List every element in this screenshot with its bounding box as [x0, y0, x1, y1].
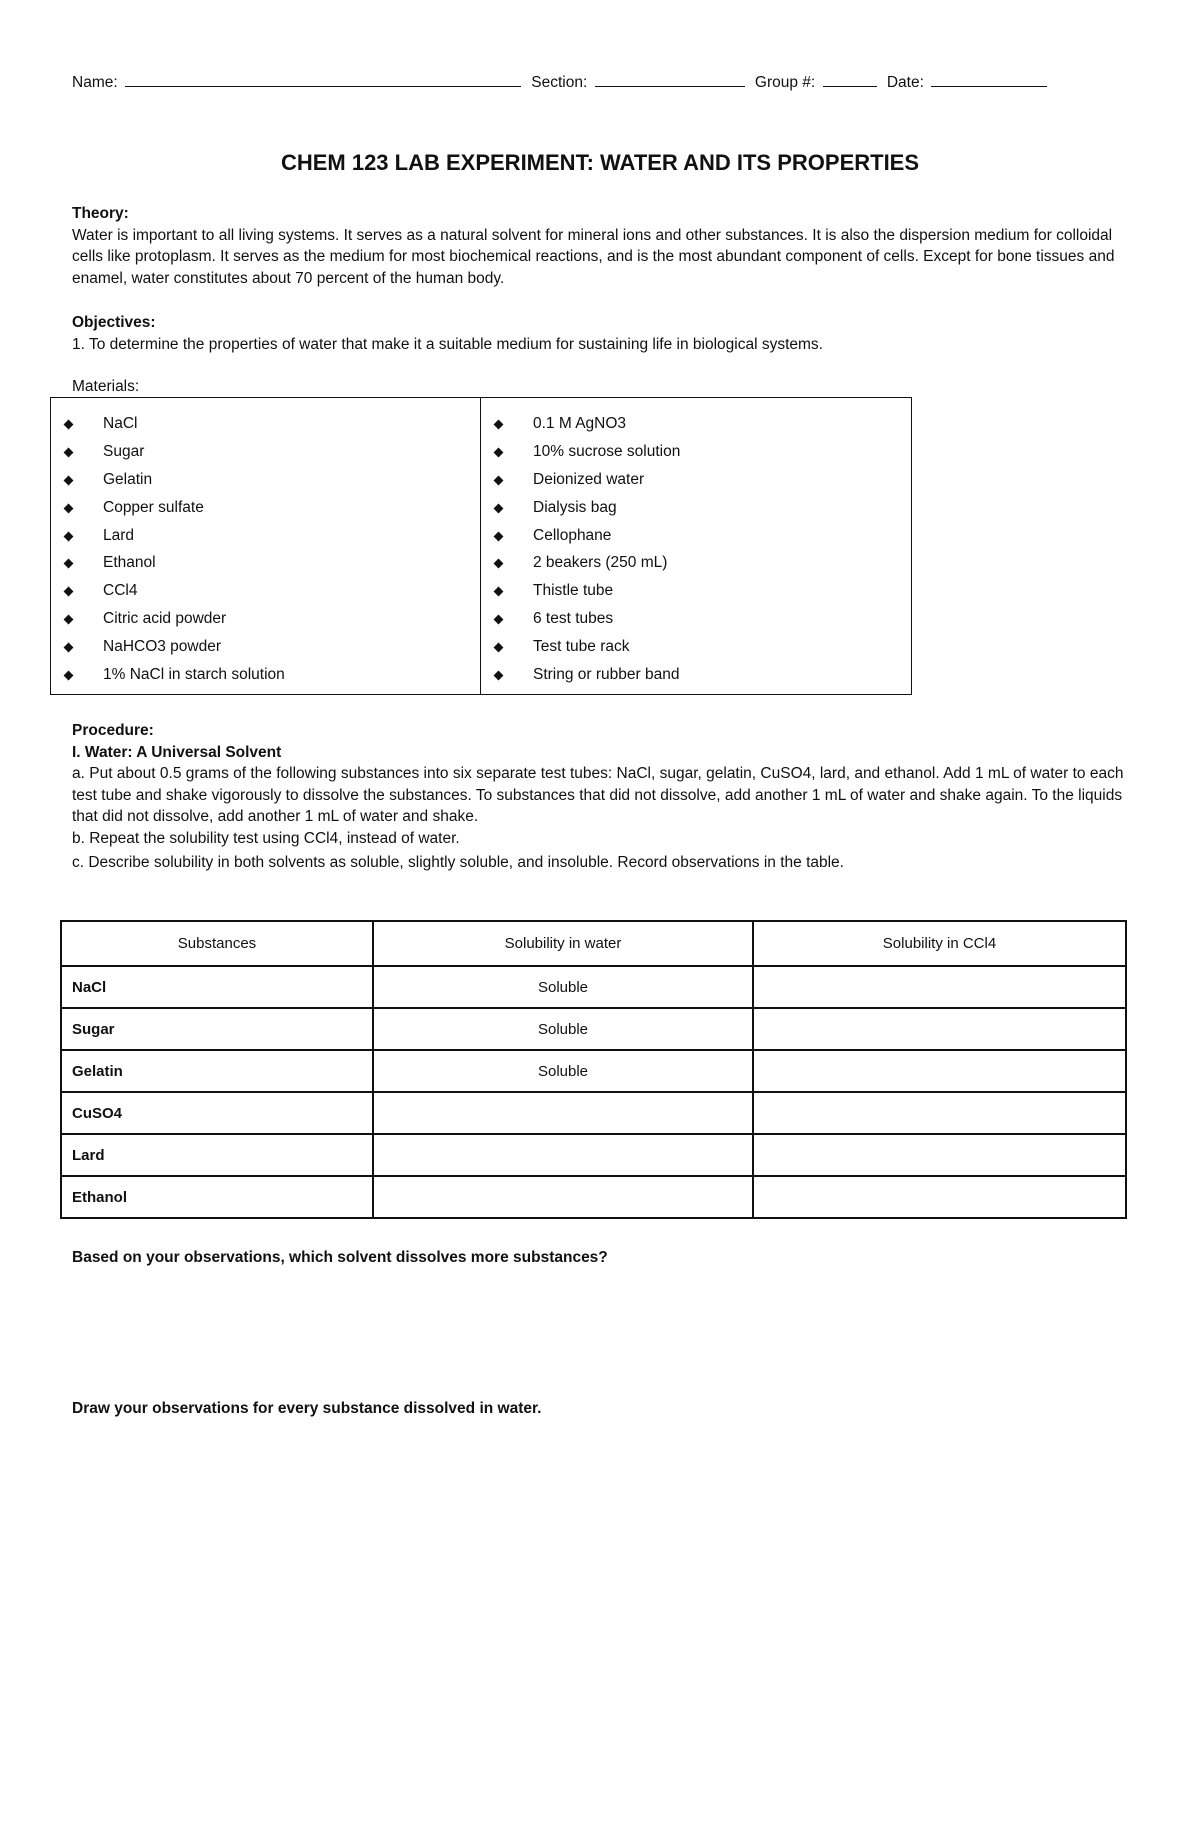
bullet-icon [494, 447, 504, 457]
material-label: 2 beakers (250 mL) [533, 554, 668, 572]
material-item [481, 577, 911, 605]
theory-section [72, 203, 1132, 289]
material-item [51, 438, 480, 466]
header-fields [72, 72, 1132, 92]
materials-heading: Materials: [72, 378, 140, 395]
material-label: 1% NaCl in starch solution [103, 666, 285, 684]
cell-ccl4[interactable] [753, 1134, 1126, 1176]
cell-water[interactable] [373, 1092, 753, 1134]
bullet-icon [494, 559, 504, 569]
material-item [51, 605, 480, 633]
header-solubility-water: Solubility in water [373, 921, 753, 966]
material-label: Test tube rack [533, 638, 630, 656]
procedure-step-c: c. Describe solubility in both solvents as soluble, slightly soluble, and insoluble. Record observations in the table. [72, 854, 844, 871]
material-item [481, 522, 911, 550]
bullet-icon [494, 615, 504, 625]
cell-water[interactable] [373, 1176, 753, 1218]
material-label: Deionized water [533, 470, 645, 488]
materials-list-right [481, 410, 911, 689]
material-item [51, 466, 480, 494]
objective-item: 1. To determine the properties of water that make it a suitable medium for sustaining life in biological systems. [72, 335, 823, 353]
material-item [481, 549, 911, 577]
material-label: Copper sulfate [103, 498, 204, 516]
procedure-heading: Procedure: [72, 722, 154, 739]
bullet-icon [64, 615, 74, 625]
table-row [61, 1050, 1126, 1092]
cell-ccl4[interactable] [753, 1092, 1126, 1134]
bullet-icon [494, 475, 504, 485]
page-title: CHEM 123 LAB EXPERIMENT: WATER AND ITS PROPERTIES [280, 150, 920, 175]
material-item [51, 494, 480, 522]
question-draw-observations: Draw your observations for every substance dissolved in water. [72, 1400, 542, 1417]
materials-column-left [51, 398, 481, 694]
table-row [61, 966, 1126, 1008]
section-label: Section: [531, 74, 588, 91]
bullet-icon [64, 671, 74, 681]
material-item [51, 633, 480, 661]
name-label: Name: [72, 74, 118, 91]
material-item [481, 438, 911, 466]
cell-water[interactable]: Soluble [373, 1050, 753, 1092]
date-field[interactable] [931, 72, 1047, 87]
header-substances: Substances [61, 921, 373, 966]
cell-ccl4[interactable] [753, 966, 1126, 1008]
bullet-icon [494, 587, 504, 597]
solubility-table [60, 920, 1127, 1219]
materials-column-right [481, 398, 911, 694]
material-item [481, 494, 911, 522]
material-item [481, 633, 911, 661]
bullet-icon [64, 503, 74, 513]
procedure-step-a: a. Put about 0.5 grams of the following substances into six separate test tubes: NaCl, sugar, gelatin, CuSO4, lard, and ethanol. Add 1 mL of water to each test tube and shake vigorously to dissolve the substances. To substances that did not dissolve, add another 1 mL of water and shake again. To the liquids that did not dissolve, add another 1 mL of water and shake. [72, 765, 1124, 825]
cell-substance: Sugar [61, 1008, 373, 1050]
material-item [481, 410, 911, 438]
objectives-heading: Objectives: [72, 314, 156, 331]
header-solubility-ccl4: Solubility in CCl4 [753, 921, 1126, 966]
table-row [61, 1008, 1126, 1050]
cell-substance: CuSO4 [61, 1092, 373, 1134]
materials-box [50, 397, 912, 695]
material-label: Ethanol [103, 554, 156, 572]
material-label: Dialysis bag [533, 498, 617, 516]
materials-list-left [51, 410, 480, 689]
theory-heading: Theory: [72, 205, 129, 222]
bullet-icon [494, 503, 504, 513]
material-item [481, 661, 911, 689]
table-row [61, 1092, 1126, 1134]
material-item [481, 466, 911, 494]
material-label: Cellophane [533, 526, 612, 544]
procedure-subheading: I. Water: A Universal Solvent [72, 743, 282, 761]
material-item [51, 522, 480, 550]
material-label: Sugar [103, 442, 145, 460]
cell-ccl4[interactable] [753, 1050, 1126, 1092]
bullet-icon [64, 587, 74, 597]
group-field[interactable] [823, 72, 877, 87]
group-label: Group #: [754, 74, 816, 91]
bullet-icon [64, 531, 74, 541]
material-item [51, 661, 480, 689]
table-row [61, 1134, 1126, 1176]
section-field[interactable] [595, 72, 745, 87]
material-label: 10% sucrose solution [533, 442, 681, 460]
table-row [61, 1176, 1126, 1218]
date-label: Date: [886, 74, 924, 91]
theory-text: Water is important to all living systems. It serves as a natural solvent for mineral ions and other substances. It is also the dispersion medium for colloidal cells like protoplasm. It serves as the medium for most biochemical reactions, and is the most abundant component of cells. Except for bone tissues and enamel, water constitutes about 70 percent of the human body. [72, 226, 1115, 287]
cell-substance: Ethanol [61, 1176, 373, 1218]
bullet-icon [494, 531, 504, 541]
cell-substance: Gelatin [61, 1050, 373, 1092]
procedure-step-b: b. Repeat the solubility test using CCl4, instead of water. [72, 829, 460, 847]
material-item [51, 549, 480, 577]
material-label: String or rubber band [533, 666, 680, 684]
question-solvent: Based on your observations, which solvent dissolves more substances? [72, 1249, 608, 1266]
material-label: Thistle tube [533, 582, 614, 600]
bullet-icon [494, 671, 504, 681]
cell-water[interactable]: Soluble [373, 966, 753, 1008]
name-field[interactable] [125, 72, 521, 87]
bullet-icon [64, 420, 74, 430]
table-body [61, 966, 1126, 1218]
material-label: Citric acid powder [103, 610, 227, 628]
material-label: NaHCO3 powder [103, 638, 222, 656]
objectives-section [72, 312, 1132, 355]
material-label: 0.1 M AgNO3 [533, 415, 627, 432]
table-header-row [61, 921, 1126, 966]
bullet-icon [64, 643, 74, 653]
procedure-section [72, 720, 1132, 874]
material-label: Lard [103, 526, 135, 544]
bullet-icon [64, 559, 74, 569]
cell-ccl4[interactable] [753, 1176, 1126, 1218]
material-label: Gelatin [103, 470, 153, 488]
material-label: CCl4 [103, 582, 138, 600]
material-item [481, 605, 911, 633]
bullet-icon [494, 643, 504, 653]
cell-substance: NaCl [61, 966, 373, 1008]
bullet-icon [494, 420, 504, 430]
material-item [51, 410, 480, 438]
cell-substance: Lard [61, 1134, 373, 1176]
cell-water[interactable]: Soluble [373, 1008, 753, 1050]
material-item [51, 577, 480, 605]
cell-water[interactable] [373, 1134, 753, 1176]
material-label: 6 test tubes [533, 610, 614, 628]
bullet-icon [64, 447, 74, 457]
cell-ccl4[interactable] [753, 1008, 1126, 1050]
bullet-icon [64, 475, 74, 485]
material-label: NaCl [103, 415, 138, 432]
